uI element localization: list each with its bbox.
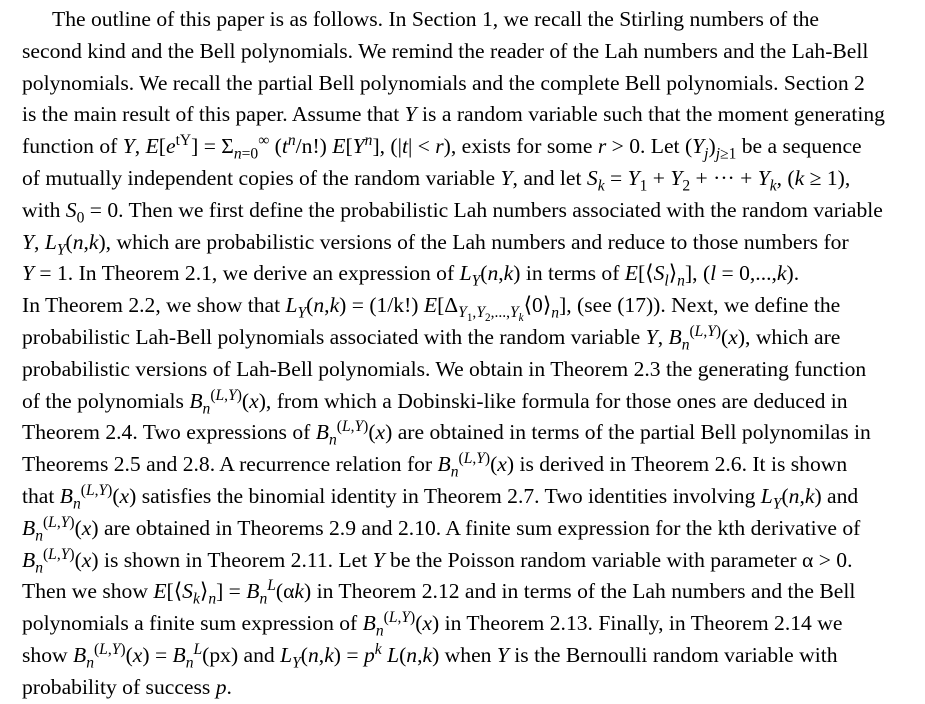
paragraph-line-12: probabilistic versions of Lah-Bell polynomials. We obtain in Theorem 2.3 the generating function bbox=[22, 356, 867, 381]
paragraph-line-13: of the polynomials $B_n^{(L,Y)}(x)$, from which a Dobinski-like formula for those ones are deduced in bbox=[22, 386, 848, 417]
paragraph-line-18: $B_n^{(L,Y)}(x)$ is shown in Theorem 2.11. Let Y be the Poisson random variable with parameter α > 0. bbox=[22, 545, 853, 576]
paragraph-line-15: Theorems 2.5 and 2.8. A recurrence relation for $B_n^{(L,Y)}(x)$ is derived in Theorem 2.6. It is shown bbox=[22, 449, 848, 481]
paragraph-line-20: polynomials a finite sum expression of $B_n^{(L,Y)}(x)$ in Theorem 2.13. Finally, in Theorem 2.14 we bbox=[22, 608, 843, 640]
paragraph-line-6: of mutually independent copies of the random variable Y, and let $S_k = Y_1 + Y_2$ + ··· + $Y_k$, (k ≥ 1), bbox=[22, 165, 851, 195]
paragraph-line-11: probabilistic Lah-Bell polynomials associated with the random variable Y, $B_n^{(L,Y)}(x)$, which are bbox=[22, 322, 841, 354]
paragraph-line-7: with $S_0 = 0$. Then we first define the probabilistic Lah numbers associated with the random variable bbox=[22, 197, 883, 227]
paragraph-line-17: $B_n^{(L,Y)}(x)$ are obtained in Theorems 2.9 and 2.10. A finite sum expression for the kth derivative of bbox=[22, 513, 861, 545]
paragraph-line-19: Then we show $E[⟨S_k⟩_n] = B_n^L(\alpha k)$ in Theorem 2.12 and in terms of the Lah numbers and the Bell bbox=[22, 577, 856, 608]
paragraph-line-8: Y, $L_Y(n,k)$, which are probabilistic versions of the Lah numbers and reduce to those numbers for bbox=[22, 229, 849, 258]
paragraph-line-9: Y = 1. In Theorem 2.1, we derive an expression of $L_Y(n,k)$ in terms of $E[⟨S_l⟩_n]$, (l = 0,...,k). bbox=[22, 261, 800, 290]
paragraph-line-3: polynomials. We recall the partial Bell polynomials and the complete Bell polynomials. Section 2 bbox=[22, 70, 865, 95]
paragraph-line-4: is the main result of this paper. Assume that Y is a random variable such that the moment generating bbox=[22, 102, 885, 127]
outline-paragraph bbox=[22, 4, 910, 704]
paragraph-line-10: In Theorem 2.2, we show that $L_Y(n,k) = (1/k!)$ $E[\Delta_{Y_1,Y_2,...,Y_k}⟨0⟩_n]$, (see (17)). Next, we define the bbox=[22, 293, 841, 325]
paragraph-line-5: function of Y, $E[e^{tY}] = \Sigma_{n=0}^\infty$ $(t^n/n!)$ $E[Y^n]$, (|t| < r), exists for some r > 0. Let $(Y_j)_{j\ge 1}$ be a sequence bbox=[22, 132, 862, 163]
paragraph-line-21: show $B_n^{(L,Y)}(x) = B_n^L(px)$ and $L_Y(n,k) = p^k$ L(n,k) when Y is the Bernoulli random variable with bbox=[22, 640, 838, 672]
paragraph-line-1: The outline of this paper is as follows. In Section 1, we recall the Stirling numbers of the bbox=[52, 7, 820, 31]
paragraph-line-22: probability of success p. bbox=[22, 674, 232, 699]
paragraph-line-16: that $B_n^{(L,Y)}(x)$ satisfies the binomial identity in Theorem 2.7. Two identities involving $L_Y(n,k)$ and bbox=[22, 481, 859, 513]
paragraph-line-2: second kind and the Bell polynomials. We remind the reader of the Lah numbers and the Lah-Bell bbox=[22, 38, 869, 63]
paragraph-line-14: Theorem 2.4. Two expressions of $B_n^{(L,Y)}(x)$ are obtained in terms of the partial Bell polynomilas in bbox=[22, 418, 871, 449]
